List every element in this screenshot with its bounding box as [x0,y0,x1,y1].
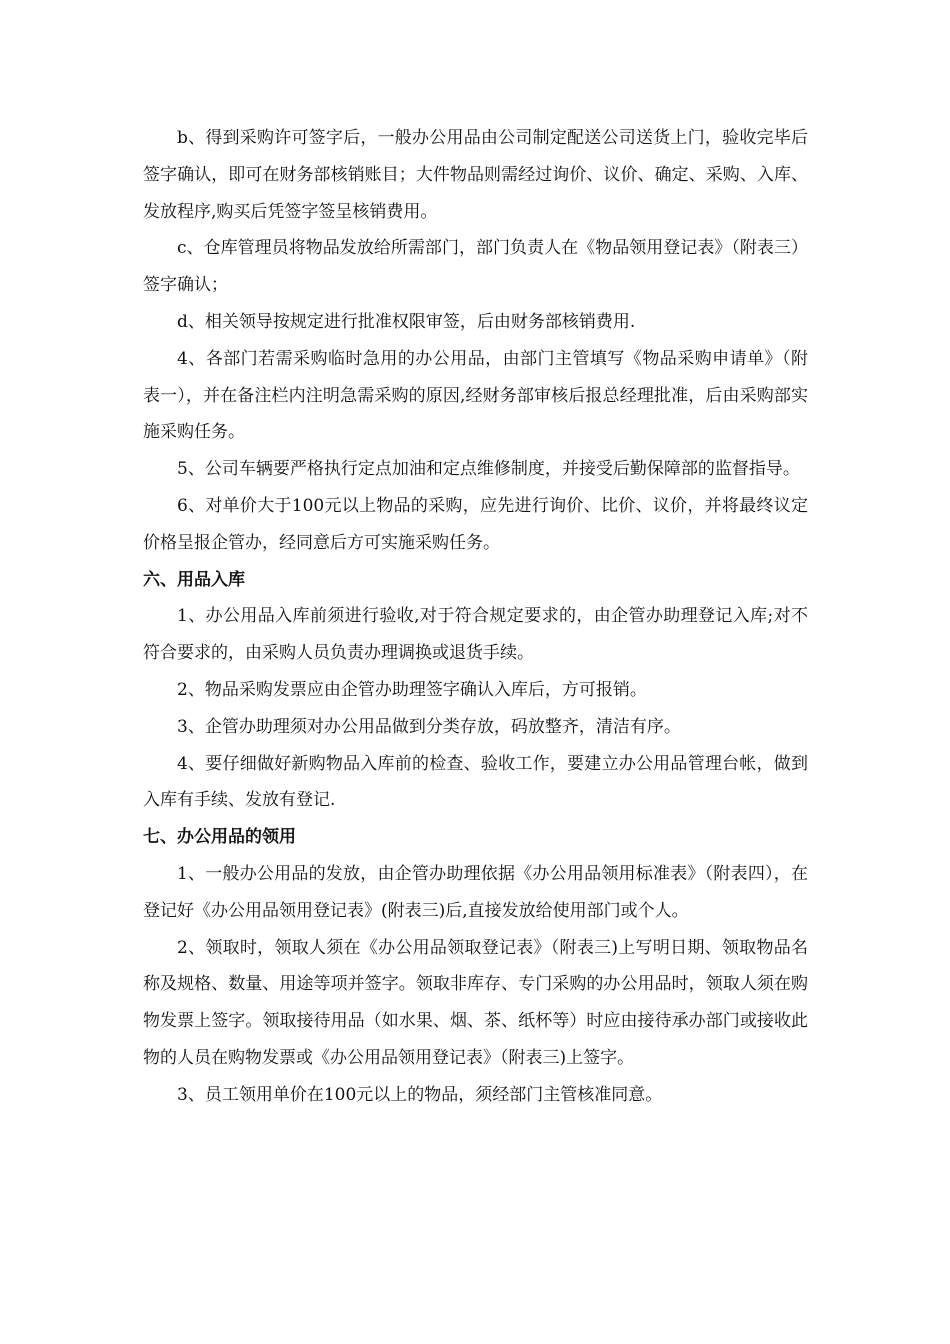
paragraph-1-inspection: 1、办公用品入库前须进行验收,对于符合规定要求的，由企管办助理登记入库;对不符合要求的，由采购人员负责办理调换或退货手续。 [143,606,808,664]
document-body [143,120,808,1114]
section-heading-requisition: 七、办公用品的领用 [143,827,296,848]
paragraph-6-price-inquiry: 6、对单价大于100元以上物品的采购，应先进行询价、比价、议价，并将最终议定价格呈报企管办，经同意后方可实施采购任务。 [143,495,808,553]
paragraph-2-collection: 2、领取时，领取人须在《办公用品领取登记表》（附表三)上写明日期、领取物品名称及规格、数量、用途等项并签字。领取非库存、专门采购的办公用品时，领取人须在购物发票上签字。领取接待用品（如水果、烟、茶、纸杯等）时应由接待承办部门或接收此物的人员在购物发票或《办公用品领用登记表》（附表三)上签字。 [143,937,808,1068]
paragraph-4-urgent-purchase: 4、各部门若需采购临时急用的办公用品，由部门主管填写《物品采购申请单》（附表一），并在备注栏内注明急需采购的原因,经财务部审核后报总经理批准，后由采购部实施采购任务。 [143,348,808,443]
paragraph-3-approval-over-100: 3、员工领用单价在100元以上的物品，须经部门主管核准同意。 [177,1084,663,1105]
section-heading-storage: 六、用品入库 [143,569,245,590]
paragraph-5-vehicles: 5、公司车辆要严格执行定点加油和定点维修制度，并接受后勤保障部的监督指导。 [177,459,800,480]
paragraph-4-ledger: 4、要仔细做好新购物品入库前的检查、验收工作，要建立办公用品管理台帐，做到入库有手续、发放有登记. [143,753,808,811]
paragraph-1-distribution: 1、一般办公用品的发放，由企管办助理依据《办公用品领用标准表》（附表四），在登记好《办公用品领用登记表》(附表三)后,直接发放给使用部门或个人。 [143,863,808,921]
paragraph-b-procurement-delivery: b、得到采购许可签字后，一般办公用品由公司制定配送公司送货上门，验收完毕后签字确认，即可在财务部核销账目；大件物品则需经过询价、议价、确定、采购、入库、发放程序,购买后凭签字签呈核销费用。 [143,128,808,222]
paragraph-2-invoice: 2、物品采购发票应由企管办助理签字确认入库后，方可报销。 [177,679,647,700]
paragraph-d-approval: d、相关领导按规定进行批准权限审签，后由财务部核销费用. [177,311,636,332]
paragraph-3-storage-order: 3、企管办助理须对办公用品做到分类存放，码放整齐，清洁有序。 [177,716,681,737]
paragraph-c-warehouse-distribution: c、仓库管理员将物品发放给所需部门，部门负责人在《物品领用登记表》（附表三）签字确认； [143,238,808,296]
